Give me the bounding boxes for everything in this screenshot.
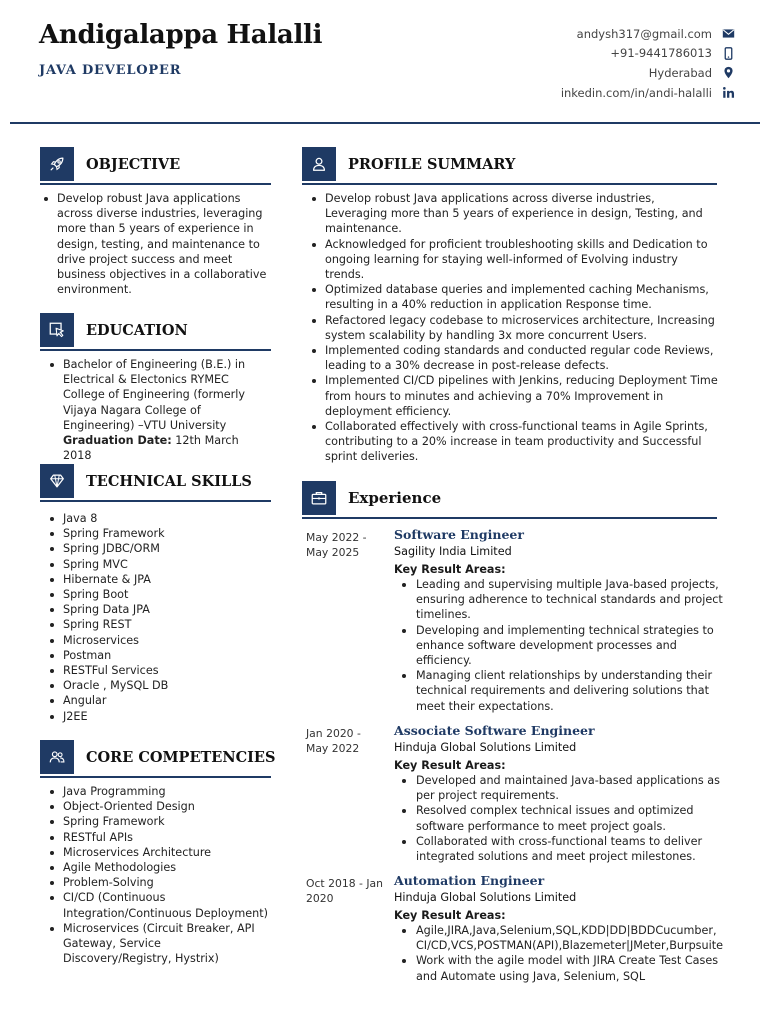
list-item: Develop robust Java applications across diverse industries, Leveraging more than 5 years of experience in design, Testing, and maintenance.: [307, 191, 719, 237]
graduation-value: 12th March 2018: [63, 434, 239, 463]
job-title: Associate Software Engineer: [394, 723, 595, 738]
education-title: EDUCATION: [86, 321, 188, 339]
list-item: Refactored legacy codebase to microservices architecture, Increasing system scalability by handling 3x more concurrent Users.: [307, 313, 719, 343]
list-item: Postman: [45, 648, 270, 663]
degree-text: Bachelor of Engineering (B.E.) in Electrical & Electonics RYMEC College of Engineering (formerly Vijaya Nagara College of Engineering) –VTU University: [63, 358, 246, 432]
education-list: [45, 357, 270, 463]
job-title: Software Engineer: [394, 527, 524, 542]
profile-heading: [302, 147, 515, 181]
list-item: Spring Data JPA: [45, 602, 270, 617]
list-item: Develop robust Java applications across diverse industries, leveraging more than 5 years of experience in design, testing, and maintenance to drive project success and meet business objectives in a collaborative environment.: [39, 191, 267, 297]
contact-linkedin-text: inkedin.com/in/andi-halalli: [560, 85, 712, 100]
contact-linkedin[interactable]: [561, 83, 735, 103]
list-item: J2EE: [45, 709, 270, 724]
skills-divider: [40, 500, 271, 502]
profile-divider: [302, 183, 717, 185]
list-item: Acknowledged for proficient troubleshooting skills and Dedication to ongoing learning for staying well-informed of Evolving industry trends.: [307, 237, 719, 283]
key-result-label: Key Result Areas:: [394, 908, 506, 922]
list-item: Resolved complex technical issues and optimized software performance to meet project goals.: [394, 803, 726, 833]
contact-list: [561, 24, 735, 102]
list-item: Microservices Architecture: [45, 845, 270, 860]
list-item: Developed and maintained Java-based applications as per project requirements.: [394, 773, 726, 803]
competencies-divider: [40, 776, 271, 778]
job-date: Oct 2018 - Jan 2020: [306, 877, 383, 905]
education-divider: [40, 349, 271, 351]
contact-location-text: Hyderabad: [648, 65, 712, 80]
job-duties-list: [394, 773, 726, 864]
list-item: Spring JDBC/ORM: [45, 541, 270, 556]
list-item: Optimized database queries and implemented caching Mechanisms, resulting in a 40% reduction in application Response time.: [307, 282, 719, 312]
competencies-title: CORE COMPETENCIES: [86, 748, 276, 766]
email-icon: [721, 27, 735, 41]
list-item: Collaborated effectively with cross-functional teams in Agile Sprints, contributing to a 20% increase in team productivity and Successful sprint deliveries.: [307, 419, 719, 465]
key-result-label: Key Result Areas:: [394, 758, 506, 772]
job-body: [394, 872, 726, 984]
education-heading: [40, 313, 188, 347]
candidate-role: JAVA DEVELOPER: [39, 63, 182, 78]
list-item: Agile Methodologies: [45, 860, 270, 875]
list-item: Microservices: [45, 633, 270, 648]
list-item: Managing client relationships by understanding their technical requirements and delivering solutions that meet their expectations.: [394, 668, 726, 714]
objective-heading: [40, 147, 180, 181]
list-item: Implemented coding standards and conducted regular code Reviews, leading to a 30% decrease in post-release defects.: [307, 343, 719, 373]
profile-title: PROFILE SUMMARY: [348, 155, 516, 173]
job-body: [394, 722, 726, 864]
job-title: Automation Engineer: [394, 873, 545, 888]
briefcase-icon: [302, 481, 336, 515]
location-icon: [721, 66, 735, 80]
list-item: RESTFul Services: [45, 663, 270, 678]
list-item: Hibernate & JPA: [45, 572, 270, 587]
list-item: Collaborated with cross-functional teams to deliver integrated solutions and meet project milestones.: [394, 834, 726, 864]
cursor-click-icon: [40, 313, 74, 347]
list-item: RESTful APIs: [45, 830, 270, 845]
list-item: Agile,JIRA,Java,Selenium,SQL,KDD|DD|BDDCucumber, CI/CD,VCS,POSTMAN(API),Blazemeter|JMeter,Burpsuite: [394, 923, 726, 953]
list-item: Object-Oriented Design: [45, 799, 270, 814]
job-duties-list: [394, 923, 726, 984]
competencies-list: [45, 784, 270, 966]
phone-icon: [721, 46, 735, 60]
list-item: Leading and supervising multiple Java-based projects, ensuring adherence to technical standards and project timelines.: [394, 577, 726, 623]
skills-list: [45, 511, 270, 724]
experience-heading: [302, 481, 441, 515]
list-item: Developing and implementing technical strategies to enhance software development processes and efficiency.: [394, 623, 726, 669]
contact-phone[interactable]: [561, 44, 735, 64]
user-icon: [302, 147, 336, 181]
candidate-name: Andigalappa Halalli: [39, 20, 323, 50]
list-item: Problem-Solving: [45, 875, 270, 890]
graduation-date: [63, 433, 270, 463]
list-item: Oracle , MySQL DB: [45, 678, 270, 693]
objective-title: OBJECTIVE: [86, 155, 181, 173]
experience-divider: [302, 517, 717, 519]
objective-divider: [40, 183, 271, 185]
resume-header: [0, 0, 768, 126]
job-duties-list: [394, 577, 726, 714]
profile-list: [307, 191, 719, 465]
skills-heading: [40, 464, 252, 498]
list-item: Spring Framework: [45, 814, 270, 829]
education-entry: [45, 357, 270, 463]
list-item: Java 8: [45, 511, 270, 526]
contact-location: [561, 63, 735, 83]
job-date: May 2022 - May 2025: [306, 531, 367, 559]
diamond-icon: [40, 464, 74, 498]
job-body: [394, 526, 726, 714]
skills-title: TECHNICAL SKILLS: [86, 472, 252, 490]
list-item: CI/CD (Continuous Integration/Continuous Deployment): [45, 890, 270, 920]
list-item: Spring Framework: [45, 526, 270, 541]
list-item: Angular: [45, 693, 270, 708]
job-company: Hinduja Global Solutions Limited: [394, 741, 577, 754]
list-item: Implemented CI/CD pipelines with Jenkins, reducing Deployment Time from hours to minutes and achieving a 70% Improvement in deployment efficiency.: [307, 373, 719, 419]
job-date: Jan 2020 - May 2022: [306, 727, 361, 755]
key-result-label: Key Result Areas:: [394, 562, 506, 576]
users-icon: [40, 740, 74, 774]
contact-phone-text: +91-9441786013: [610, 46, 712, 61]
list-item: Spring MVC: [45, 557, 270, 572]
header-divider: [10, 122, 760, 124]
list-item: Microservices (Circuit Breaker, API Gateway, Service Discovery/Registry, Hystrix): [45, 921, 270, 967]
competencies-heading: [40, 740, 275, 774]
list-item: Spring REST: [45, 617, 270, 632]
graduation-label: Graduation Date:: [63, 434, 172, 448]
list-item: Java Programming: [45, 784, 270, 799]
objective-list: [39, 191, 267, 297]
list-item: Spring Boot: [45, 587, 270, 602]
contact-email-text: andysh317@gmail.com: [576, 26, 712, 41]
list-item: Work with the agile model with JIRA Create Test Cases and Automate using Java, Selenium, SQL: [394, 953, 726, 983]
contact-email[interactable]: [561, 24, 735, 44]
job-company: Hinduja Global Solutions Limited: [394, 891, 577, 904]
rocket-icon: [40, 147, 74, 181]
job-company: Sagility India Limited: [394, 545, 512, 558]
linkedin-icon: [721, 86, 735, 100]
experience-title: Experience: [348, 489, 442, 507]
